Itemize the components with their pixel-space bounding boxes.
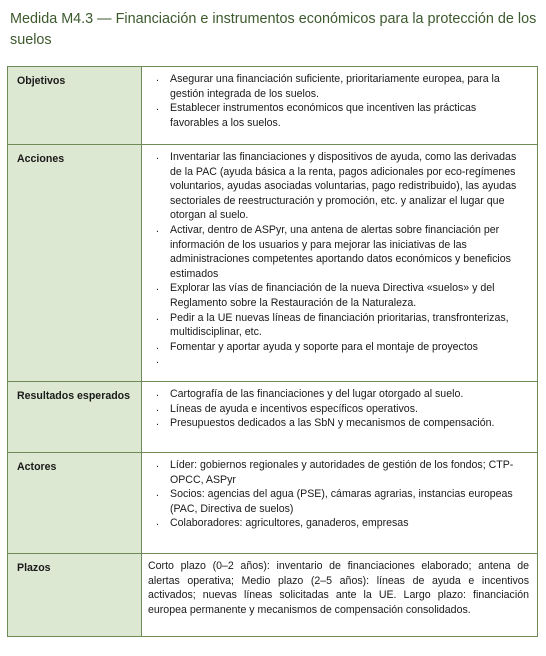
- list-item: . Colaboradores: agricultores, ganaderos, empresas: [152, 516, 527, 531]
- bullet-list: [152, 150, 527, 368]
- row-label: Plazos: [7, 554, 141, 636]
- list-item: [152, 354, 527, 368]
- row-acciones: [7, 145, 538, 382]
- list-item: . Asegurar una financiación suficiente, prioritariamente europea, para la gestión integrada de los suelos.: [152, 72, 527, 101]
- list-item: . Fomentar y aportar ayuda y soporte para el montaje de proyectos: [152, 340, 527, 355]
- row-label: Resultados esperados: [7, 382, 141, 452]
- list-item: . Activar, dentro de ASPyr, una antena de alertas sobre financiación per información de los usuarios y para mejorar las iniciativas de las administraciones competentes aportando datos económicos y beneficios estimados: [152, 223, 527, 281]
- list-item: . Líder: gobiernos regionales y autoridades de gestión de los fondos; CTP-OPCC, ASPyr: [152, 458, 527, 487]
- list-item: . Pedir a la UE nuevas líneas de financiación prioritarias, transfronterizas, multidisciplinar, etc.: [152, 311, 527, 340]
- measure-table: [7, 66, 538, 637]
- bullet-list: [152, 72, 527, 130]
- row-resultados: [7, 382, 538, 453]
- row-label: Acciones: [7, 145, 141, 381]
- list-item: . Cartografía de las financiaciones y del lugar otorgado al suelo.: [152, 387, 527, 402]
- row-label: Actores: [7, 453, 141, 553]
- list-item: . Inventariar las financiaciones y dispositivos de ayuda, como las derivadas de la PAC (ayuda básica a la renta, pagos adicionales por eco-regímenes voluntarios, ayudas asociadas voluntarias, pago redistribuido), las ayudas sectoriales de reestructuración y promoción, etc. y analizar el lugar que otorgan al suelo.: [152, 150, 527, 223]
- list-item: . Explorar las vías de financiación de la nueva Directiva «suelos» y del Reglamento sobre la Restauración de la Naturaleza.: [152, 281, 527, 310]
- row-objetivos: [7, 67, 538, 145]
- row-label: Objetivos: [7, 67, 141, 144]
- row-actores: [7, 453, 538, 554]
- bullet-list: [152, 387, 527, 431]
- row-content: Corto plazo (0–2 años): inventario de financiaciones elaborado; antena de alertas operativa; Medio plazo (2–5 años): líneas de ayuda e incentivos activados; nuevas líneas solicitadas ante la UE. Largo plazo: financiación europea permanente y mecanismos de compensación consolidados.: [141, 554, 538, 636]
- list-item: . Presupuestos dedicados a las SbN y mecanismos de compensación.: [152, 416, 527, 431]
- list-item: . Líneas de ayuda e incentivos específicos operativos.: [152, 402, 527, 417]
- row-content: [141, 145, 538, 381]
- row-plazos: [7, 554, 538, 637]
- list-item: . Establecer instrumentos económicos que incentiven las prácticas favorables a los suelos.: [152, 101, 527, 130]
- page-title: Medida M4.3 — Financiación e instrumentos económicos para la protección de los suelos: [10, 11, 537, 48]
- row-content: [141, 382, 538, 452]
- row-content: [141, 453, 538, 553]
- row-content: [141, 67, 538, 144]
- list-item: . Socios: agencias del agua (PSE), cámaras agrarias, instancias europeas (PAC, Directiva de suelos): [152, 487, 527, 516]
- bullet-list: [152, 458, 527, 531]
